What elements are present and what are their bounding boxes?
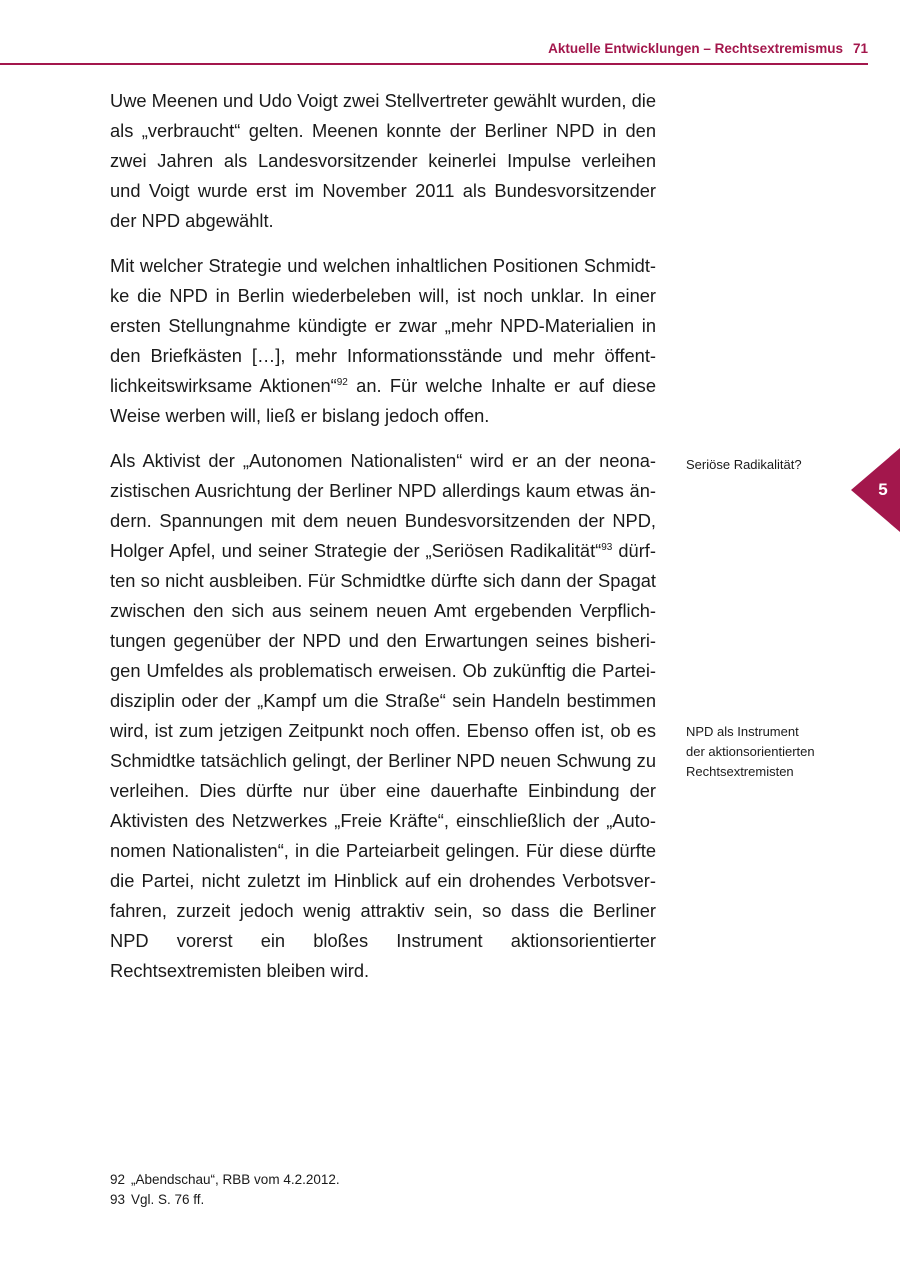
chapter-tab bbox=[851, 448, 900, 532]
footnote-92 bbox=[110, 1170, 610, 1190]
margin-note-npd-instrument bbox=[686, 722, 856, 782]
footnotes bbox=[110, 1170, 610, 1210]
paragraph-2 bbox=[110, 251, 656, 431]
paragraph-2-end: an. Für welche Inhalte er auf diese Weise werben will, ließ er bislang jedoch offen. bbox=[110, 375, 656, 426]
margin-note-serioese-radikalitaet: Seriöse Radikalität? bbox=[686, 457, 802, 472]
footnote-number: 93 bbox=[110, 1192, 126, 1207]
paragraph-2-start: Mit welcher Strategie und welchen inhaltlichen Positionen Schmidtke die NPD in Berlin wiederbeleben will, ist noch unklar. In einer ersten Stellungnahme kündigte er zwar „mehr NPD-Materialien in den Briefkästen […], mehr Informationsstände und mehr öffentlichkeitswirksame Aktionen“ bbox=[110, 255, 656, 396]
paragraph-3 bbox=[110, 446, 656, 986]
footnote-text: „Abendschau“, RBB vom 4.2.2012. bbox=[131, 1172, 340, 1187]
margin-note-line: Rechtsextremisten bbox=[686, 764, 794, 779]
header-title-line bbox=[548, 41, 868, 56]
running-header bbox=[0, 0, 868, 66]
body-text bbox=[110, 86, 656, 1001]
margin-note-line: der aktionsorientierten bbox=[686, 744, 815, 759]
paragraph-3-end: dürften so nicht ausbleiben. Für Schmidtke dürfte sich dann der Spagat zwischen den sich aus seinem neuen Amt ergebenden Verpflichtungen gegenüber der NPD und den Erwartungen seines bisherigen Umfeldes als problematisch erweisen. Ob zukünftig die Parteidisziplin oder der „Kampf um die Straße“ sein Handeln bestimmen wird, ist zum jetzigen Zeitpunkt noch offen. Ebenso offen ist, ob es Schmidtke tatsächlich gelingt, der Berliner NPD neuen Schwung zu verleihen. Dies dürfte nur über eine dauerhafte Einbindung der Aktivisten des Netzwerkes „Freie Kräfte“, einschließlich der „Autonomen Nationalisten“, in die Parteiarbeit gelingen. Für diese dürfte die Partei, nicht zuletzt im Hinblick auf ein drohendes Verbotsverfahren, zurzeit jedoch wenig attraktiv sein, so dass die Berliner NPD vorerst ein bloßes Instrument aktionsorientierter Rechtsextremisten bleiben wird. bbox=[110, 540, 656, 981]
chapter-number: 5 bbox=[878, 480, 888, 499]
page-number: 71 bbox=[852, 41, 868, 56]
header-title: Aktuelle Entwicklungen – Rechtsextremismus bbox=[548, 41, 843, 56]
footnote-93 bbox=[110, 1190, 610, 1210]
paragraph-1: Uwe Meenen und Udo Voigt zwei Stellvertreter gewählt wurden, die als „verbraucht“ gelten. Meenen konnte der Berliner NPD in den zwei Jahren als Landesvorsitzender keinerlei Impulse verleihen und Voigt wurde erst im November 2011 als Bundesvorsitzender der NPD abgewählt. bbox=[110, 90, 656, 231]
paragraph-3-start: Als Aktivist der „Autonomen Nationalisten“ wird er an der neonazistischen Ausrichtung der Berliner NPD allerdings kaum etwas ändern. Spannungen mit dem neuen Bundesvorsitzenden der NPD, Holger Apfel, und seiner Strategie der „Seriösen Radikalität“ bbox=[110, 450, 656, 561]
margin-note-line: NPD als Instrument bbox=[686, 724, 799, 739]
footnote-text: Vgl. S. 76 ff. bbox=[131, 1192, 205, 1207]
header-rule bbox=[0, 63, 868, 65]
footnote-ref-92[interactable]: 92 bbox=[336, 377, 348, 388]
footnote-ref-93[interactable]: 93 bbox=[601, 542, 613, 553]
footnote-number: 92 bbox=[110, 1172, 126, 1187]
